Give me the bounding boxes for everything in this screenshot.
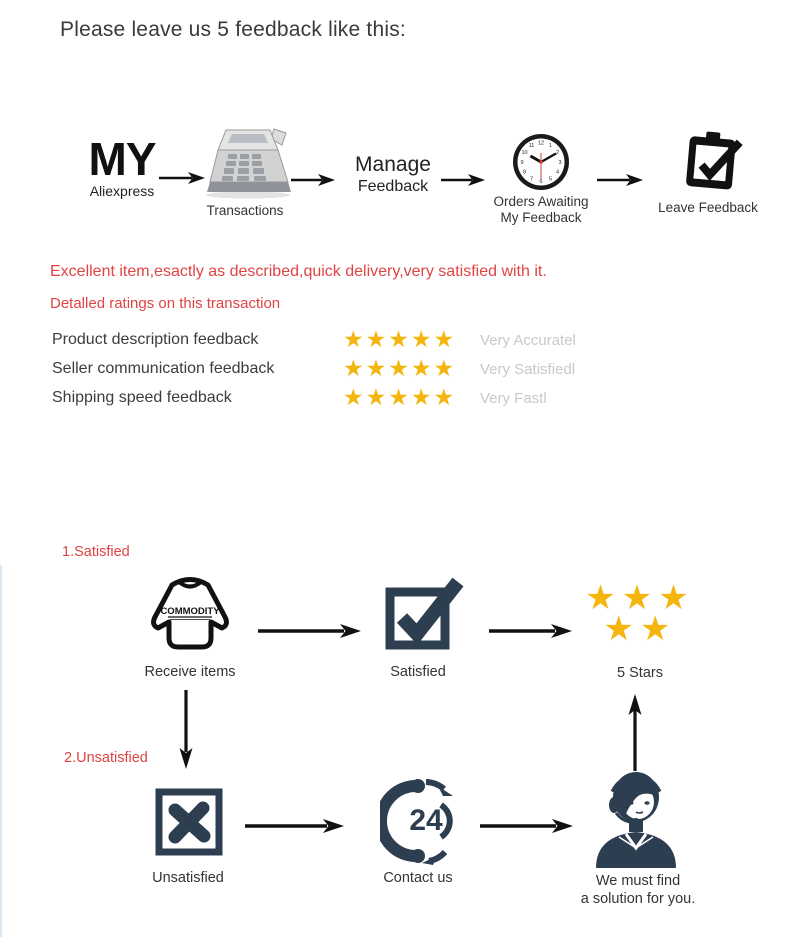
arrow-right-icon [243,817,345,835]
svg-text:12: 12 [537,140,545,147]
support-label [570,872,706,908]
rating-row-value: Very Satisfiedl [480,361,576,378]
orders-awaiting-line1: Orders Awaiting [493,194,589,209]
my-aliexpress-title: MY [88,133,156,185]
arrow-down-icon [178,688,194,770]
rating-row-label: Seller communication feedback [52,360,275,377]
stars-row-top: ★★★ [585,579,695,617]
rating-row-value: Very Accuratel [480,332,576,349]
svg-text:2: 2 [555,150,560,156]
receive-items-label: Receive items [144,664,236,680]
stars-row-bottom: ★★ [603,610,677,649]
arrow-right-icon [290,172,336,188]
svg-text:3: 3 [558,160,562,166]
svg-text:7: 7 [529,176,534,183]
review-comment: Excellent item,esactly as described,quick delivery,very satisfied with it. [50,263,547,280]
phone-24-text: 24 [409,804,443,837]
svg-text:6: 6 [539,179,543,185]
svg-text:5: 5 [548,176,553,183]
support-agent-icon [592,760,680,870]
leave-feedback-label: Leave Feedback [658,200,758,215]
transactions-label: Transactions [206,203,284,218]
rating-row-label: Shipping speed feedback [52,389,232,406]
detailed-ratings-title: Detalled ratings on this transaction [50,295,281,312]
pos-terminal-icon [198,126,292,200]
svg-text:1: 1 [548,143,553,149]
orders-awaiting-label [478,194,604,225]
satisfied-label: Satisfied [390,664,446,680]
unsatisfied-heading: 2.Unsatisfied [64,750,148,766]
arrow-right-icon [256,622,362,640]
left-edge-strip [0,565,2,937]
satisfied-heading: 1.Satisfied [62,544,130,560]
support-label-line1: We must find [595,873,681,889]
five-stars-label: 5 Stars [617,665,663,681]
rating-row-stars: ★★★★★ [343,384,457,410]
rating-row-stars: ★★★★★ [343,326,457,352]
manage-feedback-line1: Manage [355,153,431,176]
rating-row-value: Very Fastl [480,390,547,407]
five-stars-icon [580,579,700,649]
satisfied-checkbox-icon [384,577,464,651]
svg-text:11: 11 [528,143,535,149]
svg-text:10: 10 [521,150,528,156]
svg-text:9: 9 [520,160,524,166]
manage-feedback-step [343,153,443,196]
arrow-right-icon [596,172,644,188]
manage-feedback-line2: Feedback [357,178,429,195]
my-aliexpress-subtitle: Aliexpress [89,183,155,200]
arrow-right-icon [487,622,573,640]
commodity-text: COMMODITY [160,606,220,617]
svg-text:4: 4 [555,169,560,176]
rating-row-stars: ★★★★★ [343,355,457,381]
commodity-shirt-icon [141,571,239,657]
support-label-line2: a solution for you. [580,891,696,908]
svg-text:8: 8 [522,169,527,176]
phone-24h-icon [380,776,458,866]
page-title: Please leave us 5 feedback like this: [60,18,406,41]
rating-row-label: Product description feedback [52,331,259,348]
clock-icon [511,132,571,192]
arrow-right-icon [440,172,486,188]
clipboard-check-icon [679,128,744,195]
contact-us-label: Contact us [383,870,453,886]
my-aliexpress-step [72,133,172,200]
orders-awaiting-line2: My Feedback [500,209,582,225]
unsatisfied-label: Unsatisfied [152,870,224,886]
arrow-right-icon [478,817,574,835]
unsatisfied-xbox-icon [155,788,223,856]
